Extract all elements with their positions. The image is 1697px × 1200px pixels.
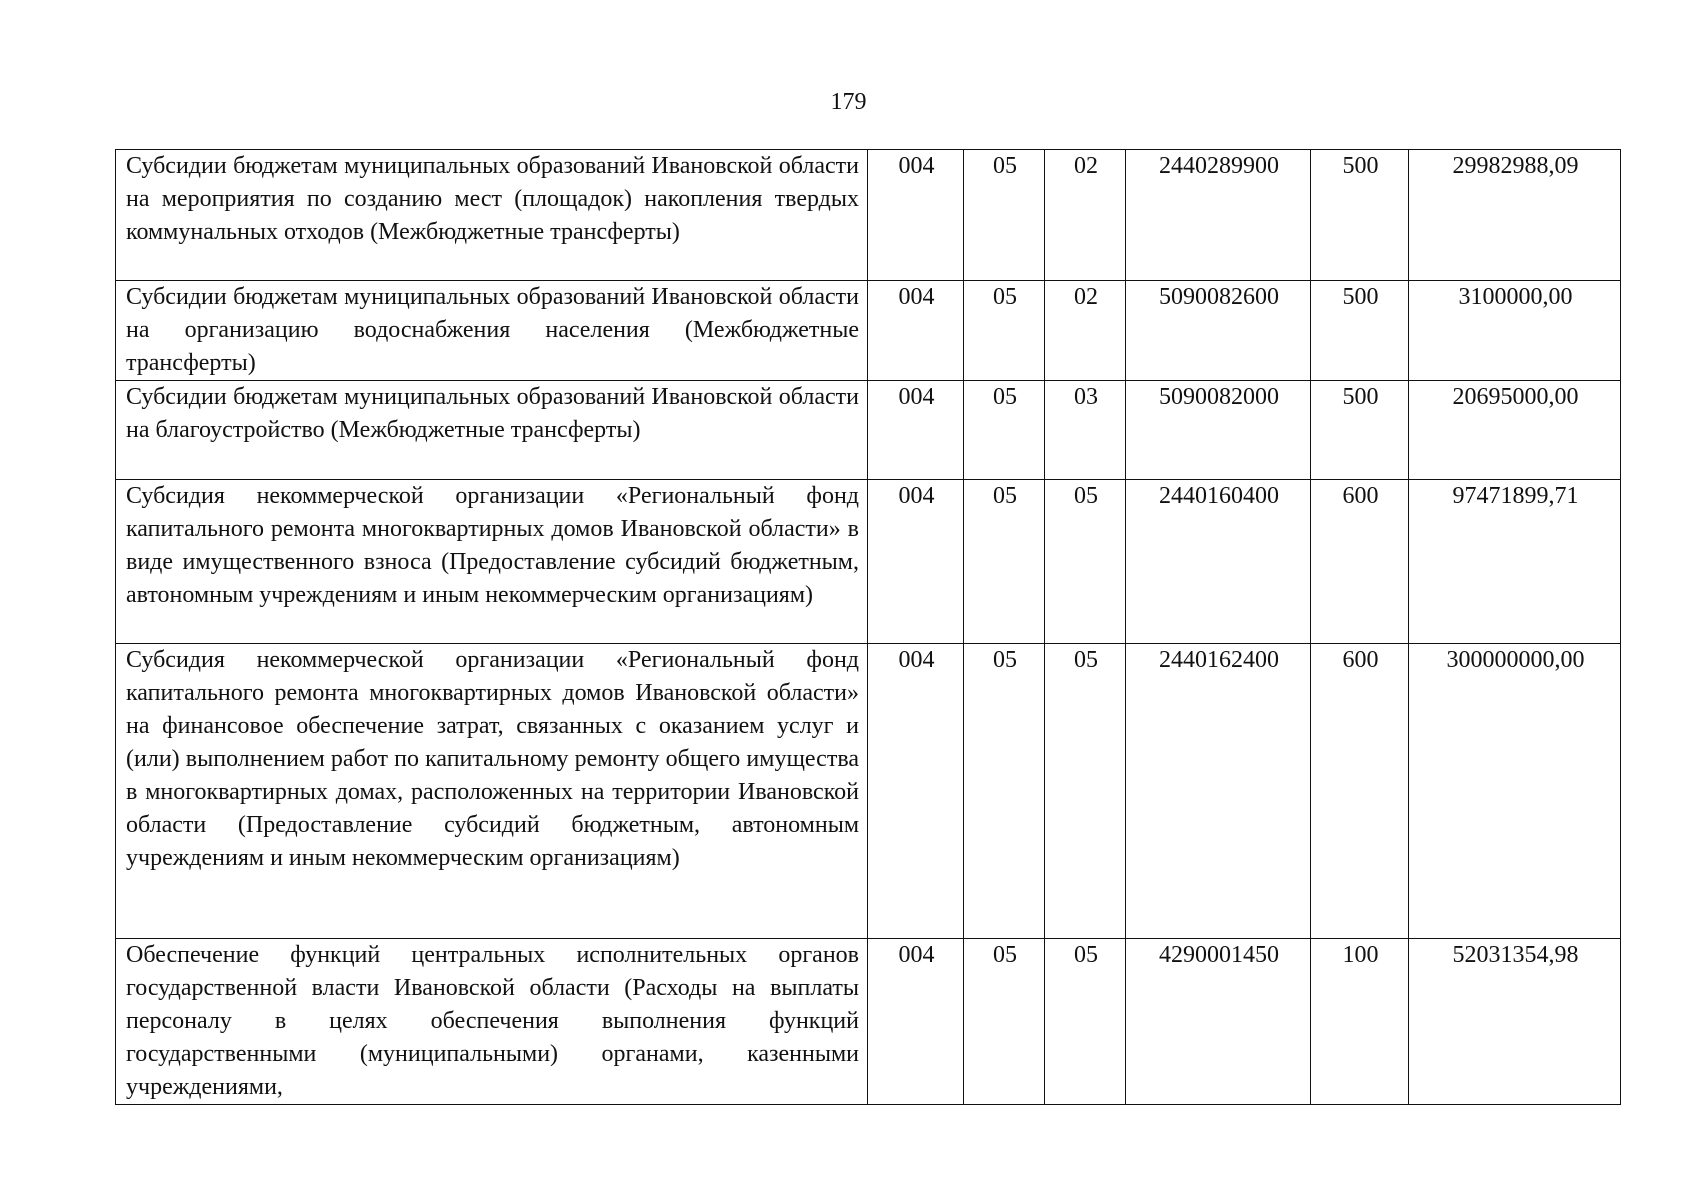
budget-table xyxy=(115,149,1621,1105)
table-row xyxy=(116,939,1621,1105)
section-code: 05 xyxy=(964,644,1045,939)
expense-type-code: 500 xyxy=(1311,150,1409,281)
expense-description: Обеспечение функций центральных исполнительных органов государственной власти Ивановской области (Расходы на выплаты персоналу в целях обеспечения выполнения функций государственными (муниципальными) органами, казенными учреждениями, xyxy=(116,939,868,1105)
target-article-code: 2440162400 xyxy=(1126,644,1311,939)
target-article-code: 5090082000 xyxy=(1126,381,1311,480)
table-row xyxy=(116,281,1621,381)
target-article-code: 2440289900 xyxy=(1126,150,1311,281)
expense-description: Субсидии бюджетам муниципальных образований Ивановской области на благоустройство (Межбюджетные трансферты) xyxy=(116,381,868,480)
subsection-code: 05 xyxy=(1045,939,1126,1105)
amount: 20695000,00 xyxy=(1409,381,1621,480)
page-number: 179 xyxy=(830,89,867,115)
target-article-code: 4290001450 xyxy=(1126,939,1311,1105)
section-code: 05 xyxy=(964,381,1045,480)
ministry-code: 004 xyxy=(868,939,964,1105)
subsection-code: 05 xyxy=(1045,644,1126,939)
amount: 97471899,71 xyxy=(1409,480,1621,644)
subsection-code: 05 xyxy=(1045,480,1126,644)
target-article-code: 2440160400 xyxy=(1126,480,1311,644)
table-row xyxy=(116,381,1621,480)
amount: 300000000,00 xyxy=(1409,644,1621,939)
section-code: 05 xyxy=(964,281,1045,381)
ministry-code: 004 xyxy=(868,480,964,644)
table-row xyxy=(116,480,1621,644)
subsection-code: 02 xyxy=(1045,150,1126,281)
expense-description: Субсидия некоммерческой организации «Региональный фонд капитального ремонта многоквартирных домов Ивановской области» в виде имущественного взноса (Предоставление субсидий бюджетным, автономным учреждениям и иным некоммерческим организациям) xyxy=(116,480,868,644)
section-code: 05 xyxy=(964,939,1045,1105)
expense-type-code: 100 xyxy=(1311,939,1409,1105)
table-row xyxy=(116,150,1621,281)
section-code: 05 xyxy=(964,150,1045,281)
expense-type-code: 500 xyxy=(1311,281,1409,381)
subsection-code: 02 xyxy=(1045,281,1126,381)
expense-type-code: 600 xyxy=(1311,480,1409,644)
expense-description: Субсидии бюджетам муниципальных образований Ивановской области на организацию водоснабжения населения (Межбюджетные трансферты) xyxy=(116,281,868,381)
amount: 3100000,00 xyxy=(1409,281,1621,381)
ministry-code: 004 xyxy=(868,281,964,381)
ministry-code: 004 xyxy=(868,150,964,281)
expense-type-code: 500 xyxy=(1311,381,1409,480)
expense-type-code: 600 xyxy=(1311,644,1409,939)
amount: 52031354,98 xyxy=(1409,939,1621,1105)
expense-description: Субсидия некоммерческой организации «Региональный фонд капитального ремонта многоквартирных домов Ивановской области» на финансовое обеспечение затрат, связанных с оказанием услуг и (или) выполнением работ по капитальному ремонту общего имущества в многоквартирных домах, расположенных на территории Ивановской области (Предоставление субсидий бюджетным, автономным учреждениям и иным некоммерческим организациям) xyxy=(116,644,868,939)
expense-description: Субсидии бюджетам муниципальных образований Ивановской области на мероприятия по созданию мест (площадок) накопления твердых коммунальных отходов (Межбюджетные трансферты) xyxy=(116,150,868,281)
table-row xyxy=(116,644,1621,939)
target-article-code: 5090082600 xyxy=(1126,281,1311,381)
section-code: 05 xyxy=(964,480,1045,644)
amount: 29982988,09 xyxy=(1409,150,1621,281)
ministry-code: 004 xyxy=(868,381,964,480)
subsection-code: 03 xyxy=(1045,381,1126,480)
ministry-code: 004 xyxy=(868,644,964,939)
